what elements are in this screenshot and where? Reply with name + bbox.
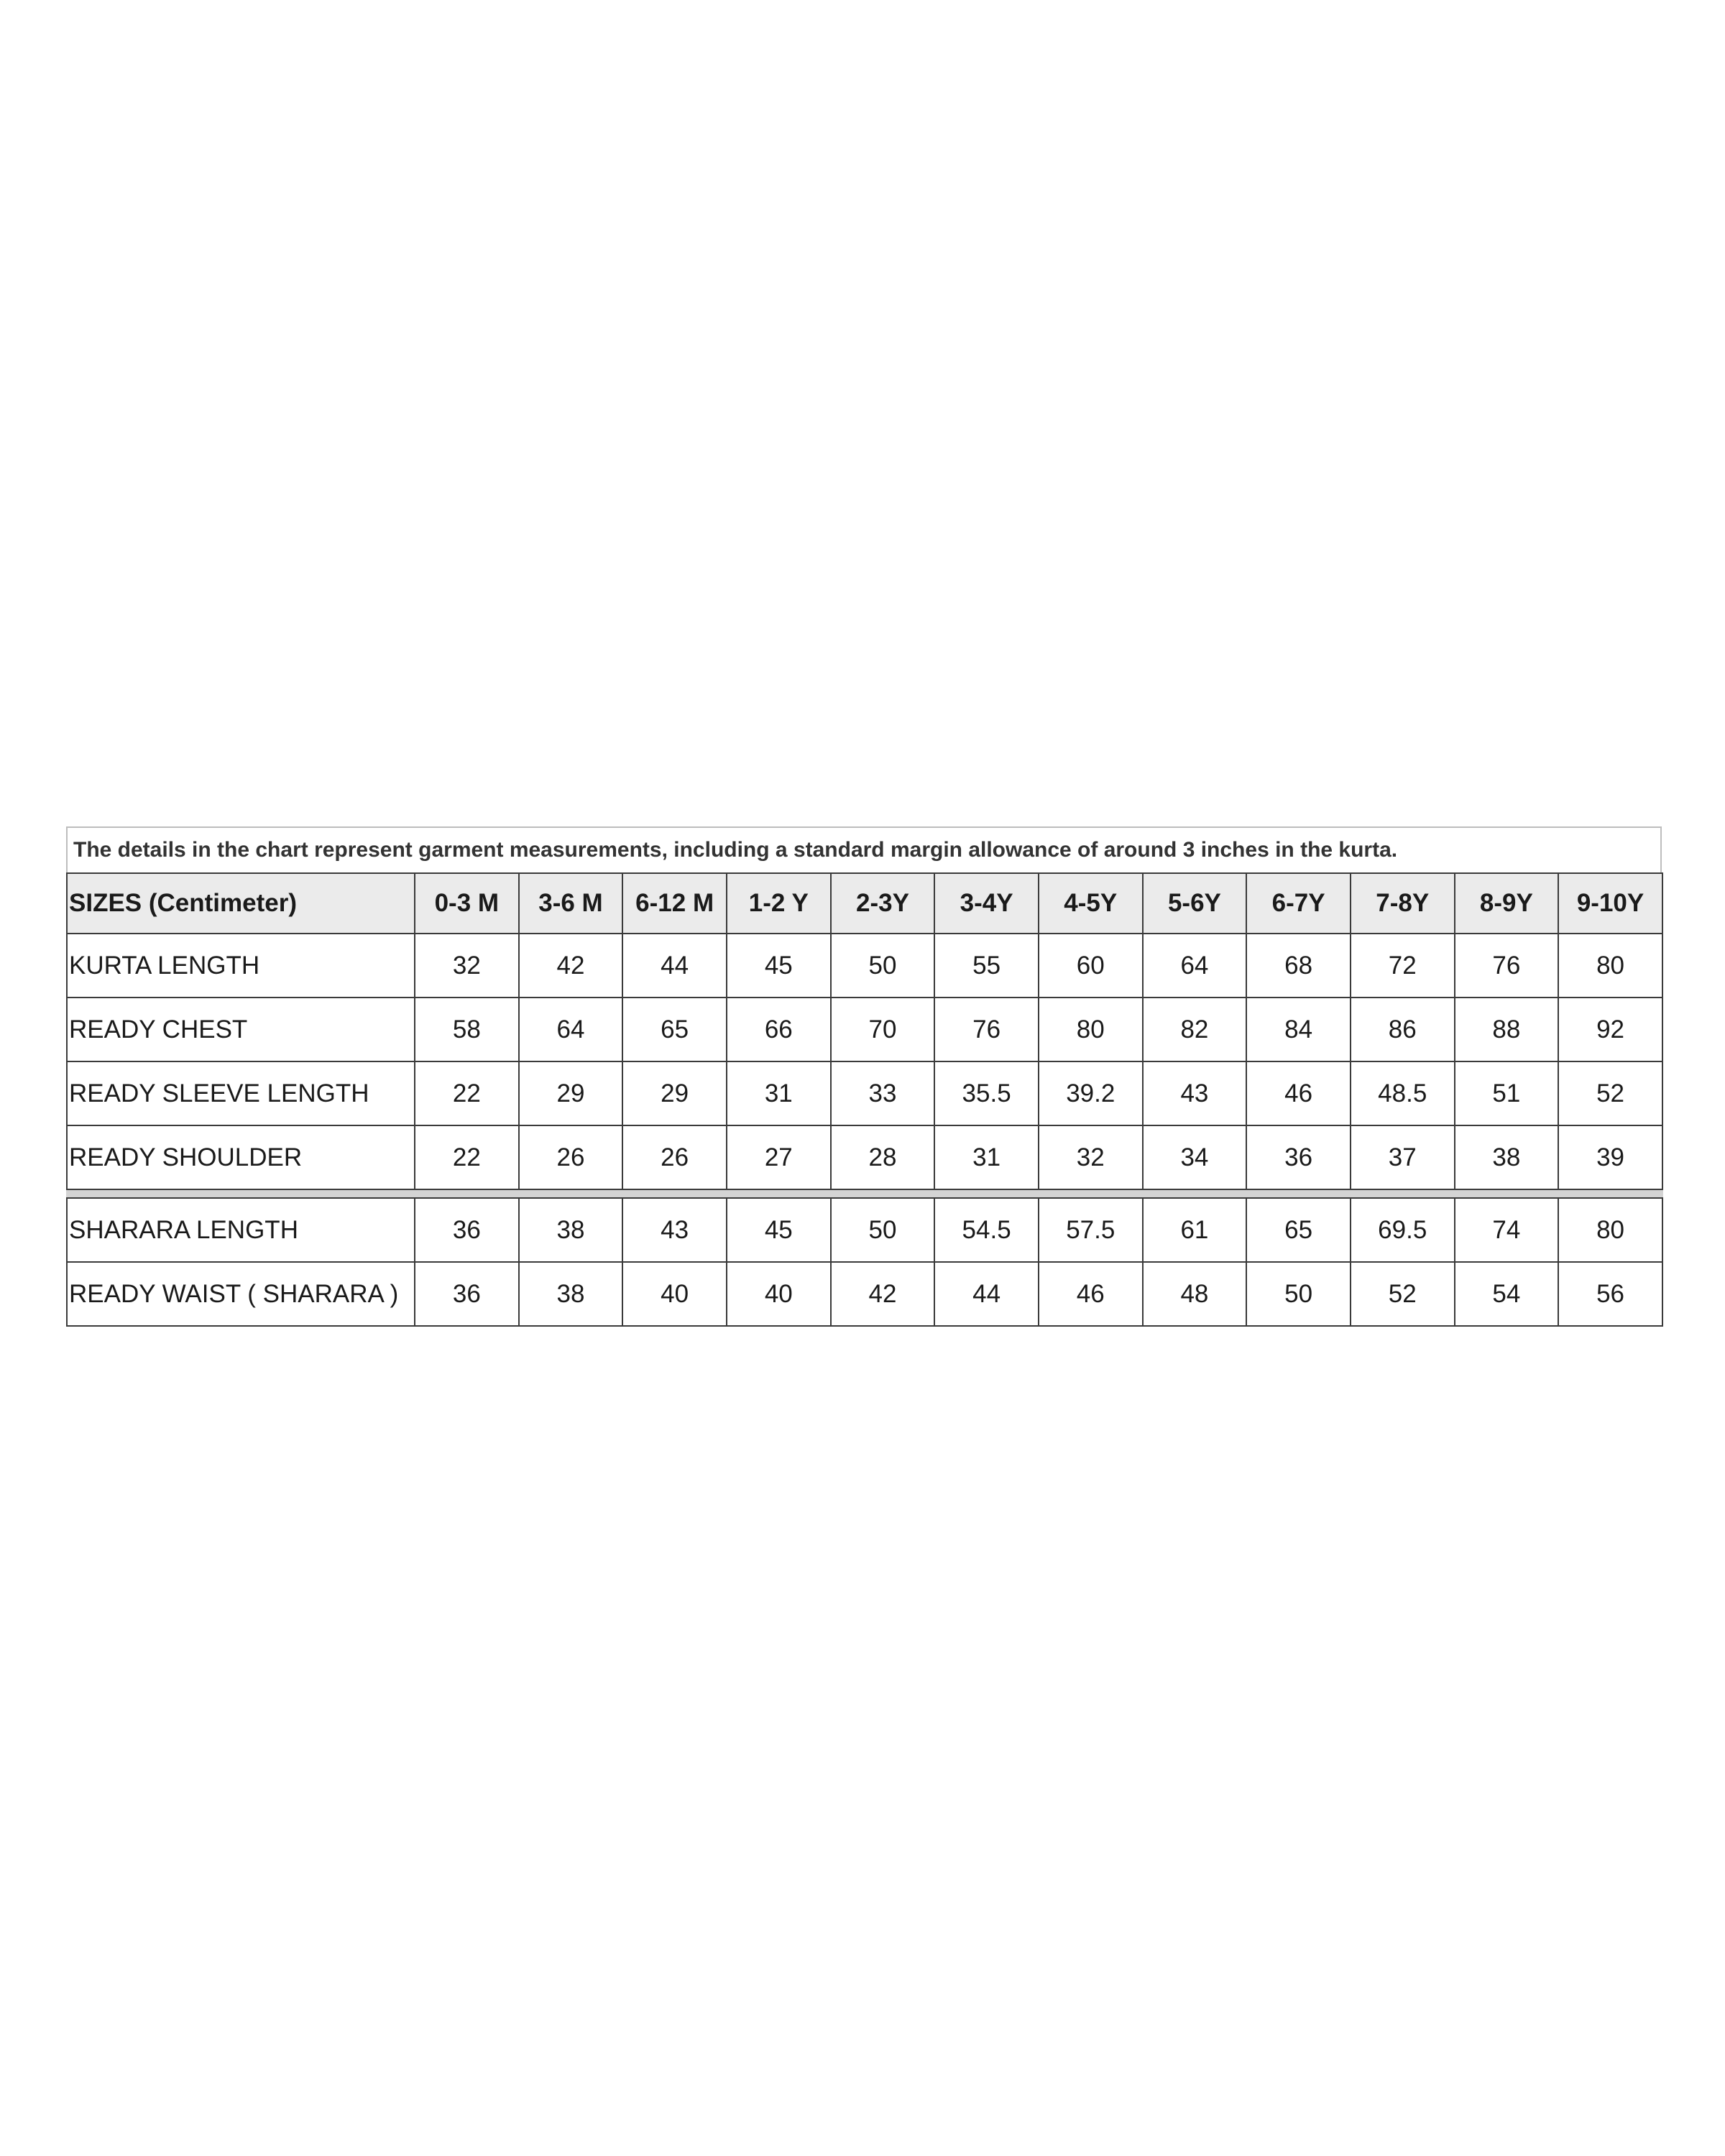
measurement-cell: 28 xyxy=(831,1125,935,1189)
measurement-cell: 54 xyxy=(1455,1262,1559,1326)
measurement-cell: 76 xyxy=(934,998,1039,1061)
size-header: 2-3Y xyxy=(831,873,935,934)
measurement-cell: 66 xyxy=(727,998,831,1061)
size-header: 1-2 Y xyxy=(727,873,831,934)
measurement-cell: 58 xyxy=(415,998,519,1061)
separator-cell xyxy=(67,1189,1662,1198)
measurement-cell: 50 xyxy=(831,1198,935,1262)
measurement-cell: 86 xyxy=(1351,998,1455,1061)
measurement-cell: 64 xyxy=(519,998,623,1061)
measurement-cell: 56 xyxy=(1558,1262,1662,1326)
section-separator xyxy=(67,1189,1662,1198)
measurement-cell: 60 xyxy=(1039,934,1143,998)
row-label: KURTA LENGTH xyxy=(67,934,415,998)
measurement-cell: 31 xyxy=(727,1061,831,1125)
size-header: 6-12 M xyxy=(622,873,727,934)
measurement-cell: 31 xyxy=(934,1125,1039,1189)
row-label: SHARARA LENGTH xyxy=(67,1198,415,1262)
measurement-cell: 46 xyxy=(1039,1262,1143,1326)
measurement-cell: 43 xyxy=(622,1198,727,1262)
measurement-cell: 48 xyxy=(1143,1262,1247,1326)
measurement-cell: 84 xyxy=(1246,998,1351,1061)
measurement-cell: 36 xyxy=(415,1262,519,1326)
size-header: 7-8Y xyxy=(1351,873,1455,934)
size-header: 8-9Y xyxy=(1455,873,1559,934)
measurement-cell: 33 xyxy=(831,1061,935,1125)
measurement-cell: 45 xyxy=(727,1198,831,1262)
measurement-cell: 54.5 xyxy=(934,1198,1039,1262)
size-header: 0-3 M xyxy=(415,873,519,934)
measurement-cell: 52 xyxy=(1558,1061,1662,1125)
measurement-cell: 26 xyxy=(622,1125,727,1189)
measurement-cell: 50 xyxy=(1246,1262,1351,1326)
table-row xyxy=(67,1198,1662,1262)
measurement-cell: 76 xyxy=(1455,934,1559,998)
measurement-cell: 61 xyxy=(1143,1198,1247,1262)
size-header: 3-4Y xyxy=(934,873,1039,934)
measurement-cell: 46 xyxy=(1246,1061,1351,1125)
measurement-cell: 42 xyxy=(831,1262,935,1326)
measurement-cell: 22 xyxy=(415,1125,519,1189)
measurement-cell: 40 xyxy=(727,1262,831,1326)
table-row xyxy=(67,1061,1662,1125)
measurement-cell: 82 xyxy=(1143,998,1247,1061)
measurement-cell: 40 xyxy=(622,1262,727,1326)
measurement-cell: 80 xyxy=(1558,934,1662,998)
table-row xyxy=(67,1262,1662,1326)
measurement-cell: 88 xyxy=(1455,998,1559,1061)
measurement-cell: 55 xyxy=(934,934,1039,998)
measurement-cell: 39 xyxy=(1558,1125,1662,1189)
measurement-cell: 65 xyxy=(1246,1198,1351,1262)
measurement-cell: 52 xyxy=(1351,1262,1455,1326)
measurement-cell: 35.5 xyxy=(934,1061,1039,1125)
measurement-cell: 29 xyxy=(622,1061,727,1125)
measurement-cell: 36 xyxy=(1246,1125,1351,1189)
measurement-cell: 38 xyxy=(519,1198,623,1262)
measurement-cell: 51 xyxy=(1455,1061,1559,1125)
row-label: READY WAIST ( SHARARA ) xyxy=(67,1262,415,1326)
measurement-cell: 34 xyxy=(1143,1125,1247,1189)
measurement-cell: 92 xyxy=(1558,998,1662,1061)
measurement-cell: 64 xyxy=(1143,934,1247,998)
measurement-cell: 22 xyxy=(415,1061,519,1125)
measurement-cell: 69.5 xyxy=(1351,1198,1455,1262)
measurement-cell: 45 xyxy=(727,934,831,998)
measurement-cell: 32 xyxy=(1039,1125,1143,1189)
table-row xyxy=(67,934,1662,998)
table-row xyxy=(67,1125,1662,1189)
measurement-cell: 48.5 xyxy=(1351,1061,1455,1125)
measurement-cell: 74 xyxy=(1455,1198,1559,1262)
measurement-cell: 68 xyxy=(1246,934,1351,998)
measurement-cell: 38 xyxy=(1455,1125,1559,1189)
measurement-cell: 80 xyxy=(1558,1198,1662,1262)
measurement-cell: 36 xyxy=(415,1198,519,1262)
size-header: 3-6 M xyxy=(519,873,623,934)
header-row xyxy=(67,873,1662,934)
size-table xyxy=(66,872,1663,1327)
table-body xyxy=(67,934,1662,1326)
measurement-cell: 65 xyxy=(622,998,727,1061)
measurement-cell: 72 xyxy=(1351,934,1455,998)
size-header: 9-10Y xyxy=(1558,873,1662,934)
measurement-cell: 39.2 xyxy=(1039,1061,1143,1125)
row-label: READY SLEEVE LENGTH xyxy=(67,1061,415,1125)
measurement-cell: 29 xyxy=(519,1061,623,1125)
size-header: 4-5Y xyxy=(1039,873,1143,934)
measurement-cell: 44 xyxy=(622,934,727,998)
measurement-cell: 37 xyxy=(1351,1125,1455,1189)
row-label: READY CHEST xyxy=(67,998,415,1061)
size-chart xyxy=(66,826,1662,1327)
measurement-cell: 70 xyxy=(831,998,935,1061)
measurement-cell: 80 xyxy=(1039,998,1143,1061)
size-header: 6-7Y xyxy=(1246,873,1351,934)
measurement-cell: 32 xyxy=(415,934,519,998)
measurement-cell: 26 xyxy=(519,1125,623,1189)
measurement-cell: 38 xyxy=(519,1262,623,1326)
measurement-cell: 50 xyxy=(831,934,935,998)
measurement-cell: 57.5 xyxy=(1039,1198,1143,1262)
measurement-cell: 42 xyxy=(519,934,623,998)
table-row xyxy=(67,998,1662,1061)
header-label: SIZES (Centimeter) xyxy=(67,873,415,934)
chart-note: The details in the chart represent garment measurements, including a standard margin allowance of around 3 inches in the kurta. xyxy=(66,826,1662,872)
measurement-cell: 44 xyxy=(934,1262,1039,1326)
size-header: 5-6Y xyxy=(1143,873,1247,934)
measurement-cell: 27 xyxy=(727,1125,831,1189)
measurement-cell: 43 xyxy=(1143,1061,1247,1125)
row-label: READY SHOULDER xyxy=(67,1125,415,1189)
